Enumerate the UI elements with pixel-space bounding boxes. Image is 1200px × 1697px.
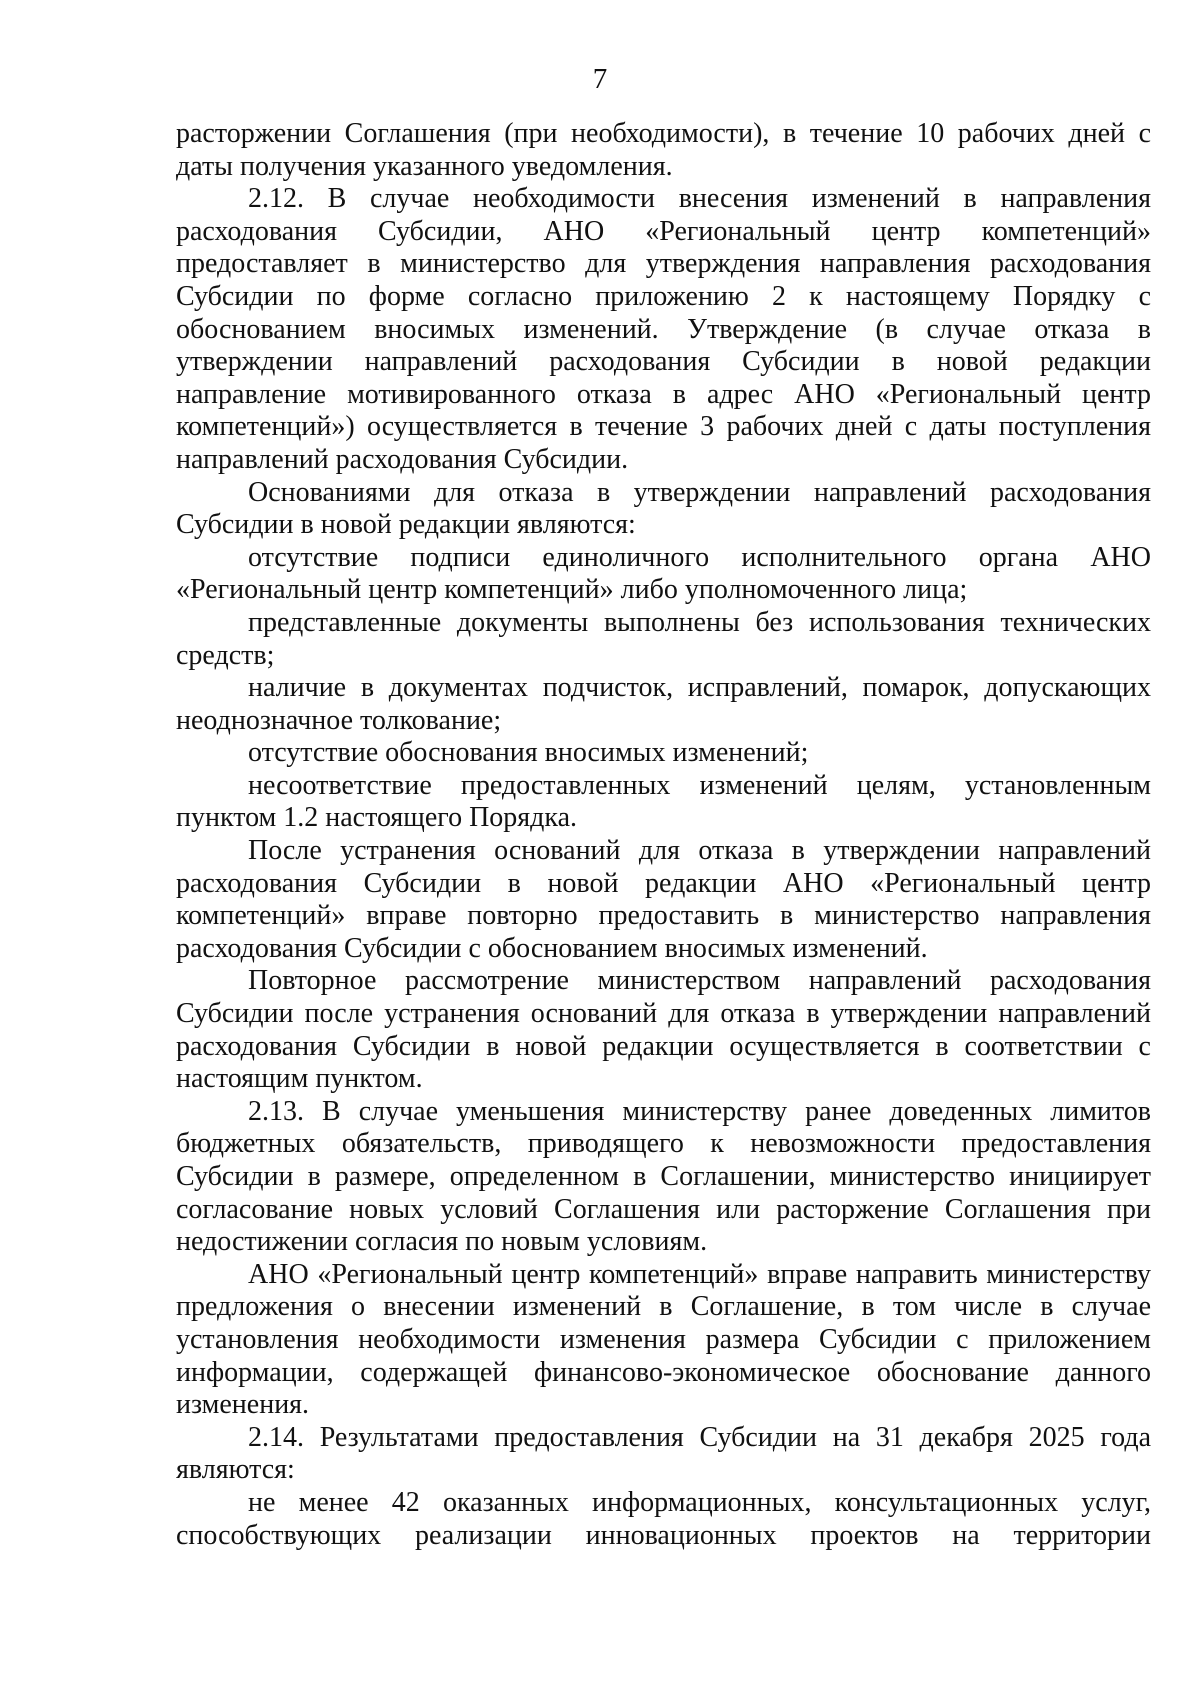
paragraph: 2.13. В случае уменьшения министерству ранее доведенных лимитов бюджетных обязательств, приводящего к невозможности предоставления Субсидии в размере, определенном в Соглашении, министерство инициирует согласование новых условий Соглашения или расторжение Соглашения при недостижении согласия по новым условиям. [176, 1095, 1151, 1258]
paragraph: расторжении Соглашения (при необходимости), в течение 10 рабочих дней с даты получения указанного уведомления. [176, 118, 1151, 182]
paragraph: несоответствие предоставленных изменений целям, установленным пунктом 1.2 настоящего Порядка. [176, 769, 1151, 834]
paragraph: не менее 42 оказанных информационных, консультационных услуг, способствующих реализации инновационных проектов на территории [176, 1486, 1151, 1551]
paragraph: отсутствие подписи единоличного исполнительного органа АНО «Региональный центр компетенций» либо уполномоченного лица; [176, 541, 1151, 606]
paragraph: Повторное рассмотрение министерством направлений расходования Субсидии после устранения оснований для отказа в утверждении направлений расходования Субсидии в новой редакции осуществляется в соответствии с настоящим пунктом. [176, 965, 1151, 1095]
paragraph: отсутствие обоснования вносимых изменений; [248, 737, 809, 769]
page-number: 7 [592, 63, 608, 95]
paragraph: представленные документы выполнены без использования технических средств; [176, 606, 1151, 671]
paragraph: 2.14. Результатами предоставления Субсидии на 31 декабря 2025 года являются: [176, 1421, 1151, 1486]
paragraph: наличие в документах подчисток, исправлений, помарок, допускающих неоднозначное толкование; [176, 672, 1151, 736]
paragraph: АНО «Региональный центр компетенций» вправе направить министерству предложения о внесении изменений в Соглашение, в том числе в случае установления необходимости изменения размера Субсидии с приложением информации, содержащей финансово-экономическое обоснование данного изменения. [176, 1258, 1151, 1421]
paragraph: 2.12. В случае необходимости внесения изменений в направления расходования Субсидии, АНО «Региональный центр компетенций» предоставляет в министерство для утверждения направления расходования Субсидии по форме согласно приложению 2 к настоящему Порядку с обоснованием вносимых изменений. Утверждение (в случае отказа в утверждении направлений расходования Субсидии в новой редакции направление мотивированного отказа в адрес АНО «Региональный центр компетенций») осуществляется в течение 3 рабочих дней с даты поступления направлений расходования Субсидии. [176, 183, 1151, 475]
paragraph: После устранения оснований для отказа в утверждении направлений расходования Субсидии в новой редакции АНО «Региональный центр компетенций» вправе повторно предоставить в министерство направления расходования Субсидии с обоснованием вносимых изменений. [176, 835, 1151, 964]
document-body [176, 118, 1151, 1552]
paragraph: Основаниями для отказа в утверждении направлений расходования Субсидии в новой редакции являются: [176, 476, 1151, 541]
